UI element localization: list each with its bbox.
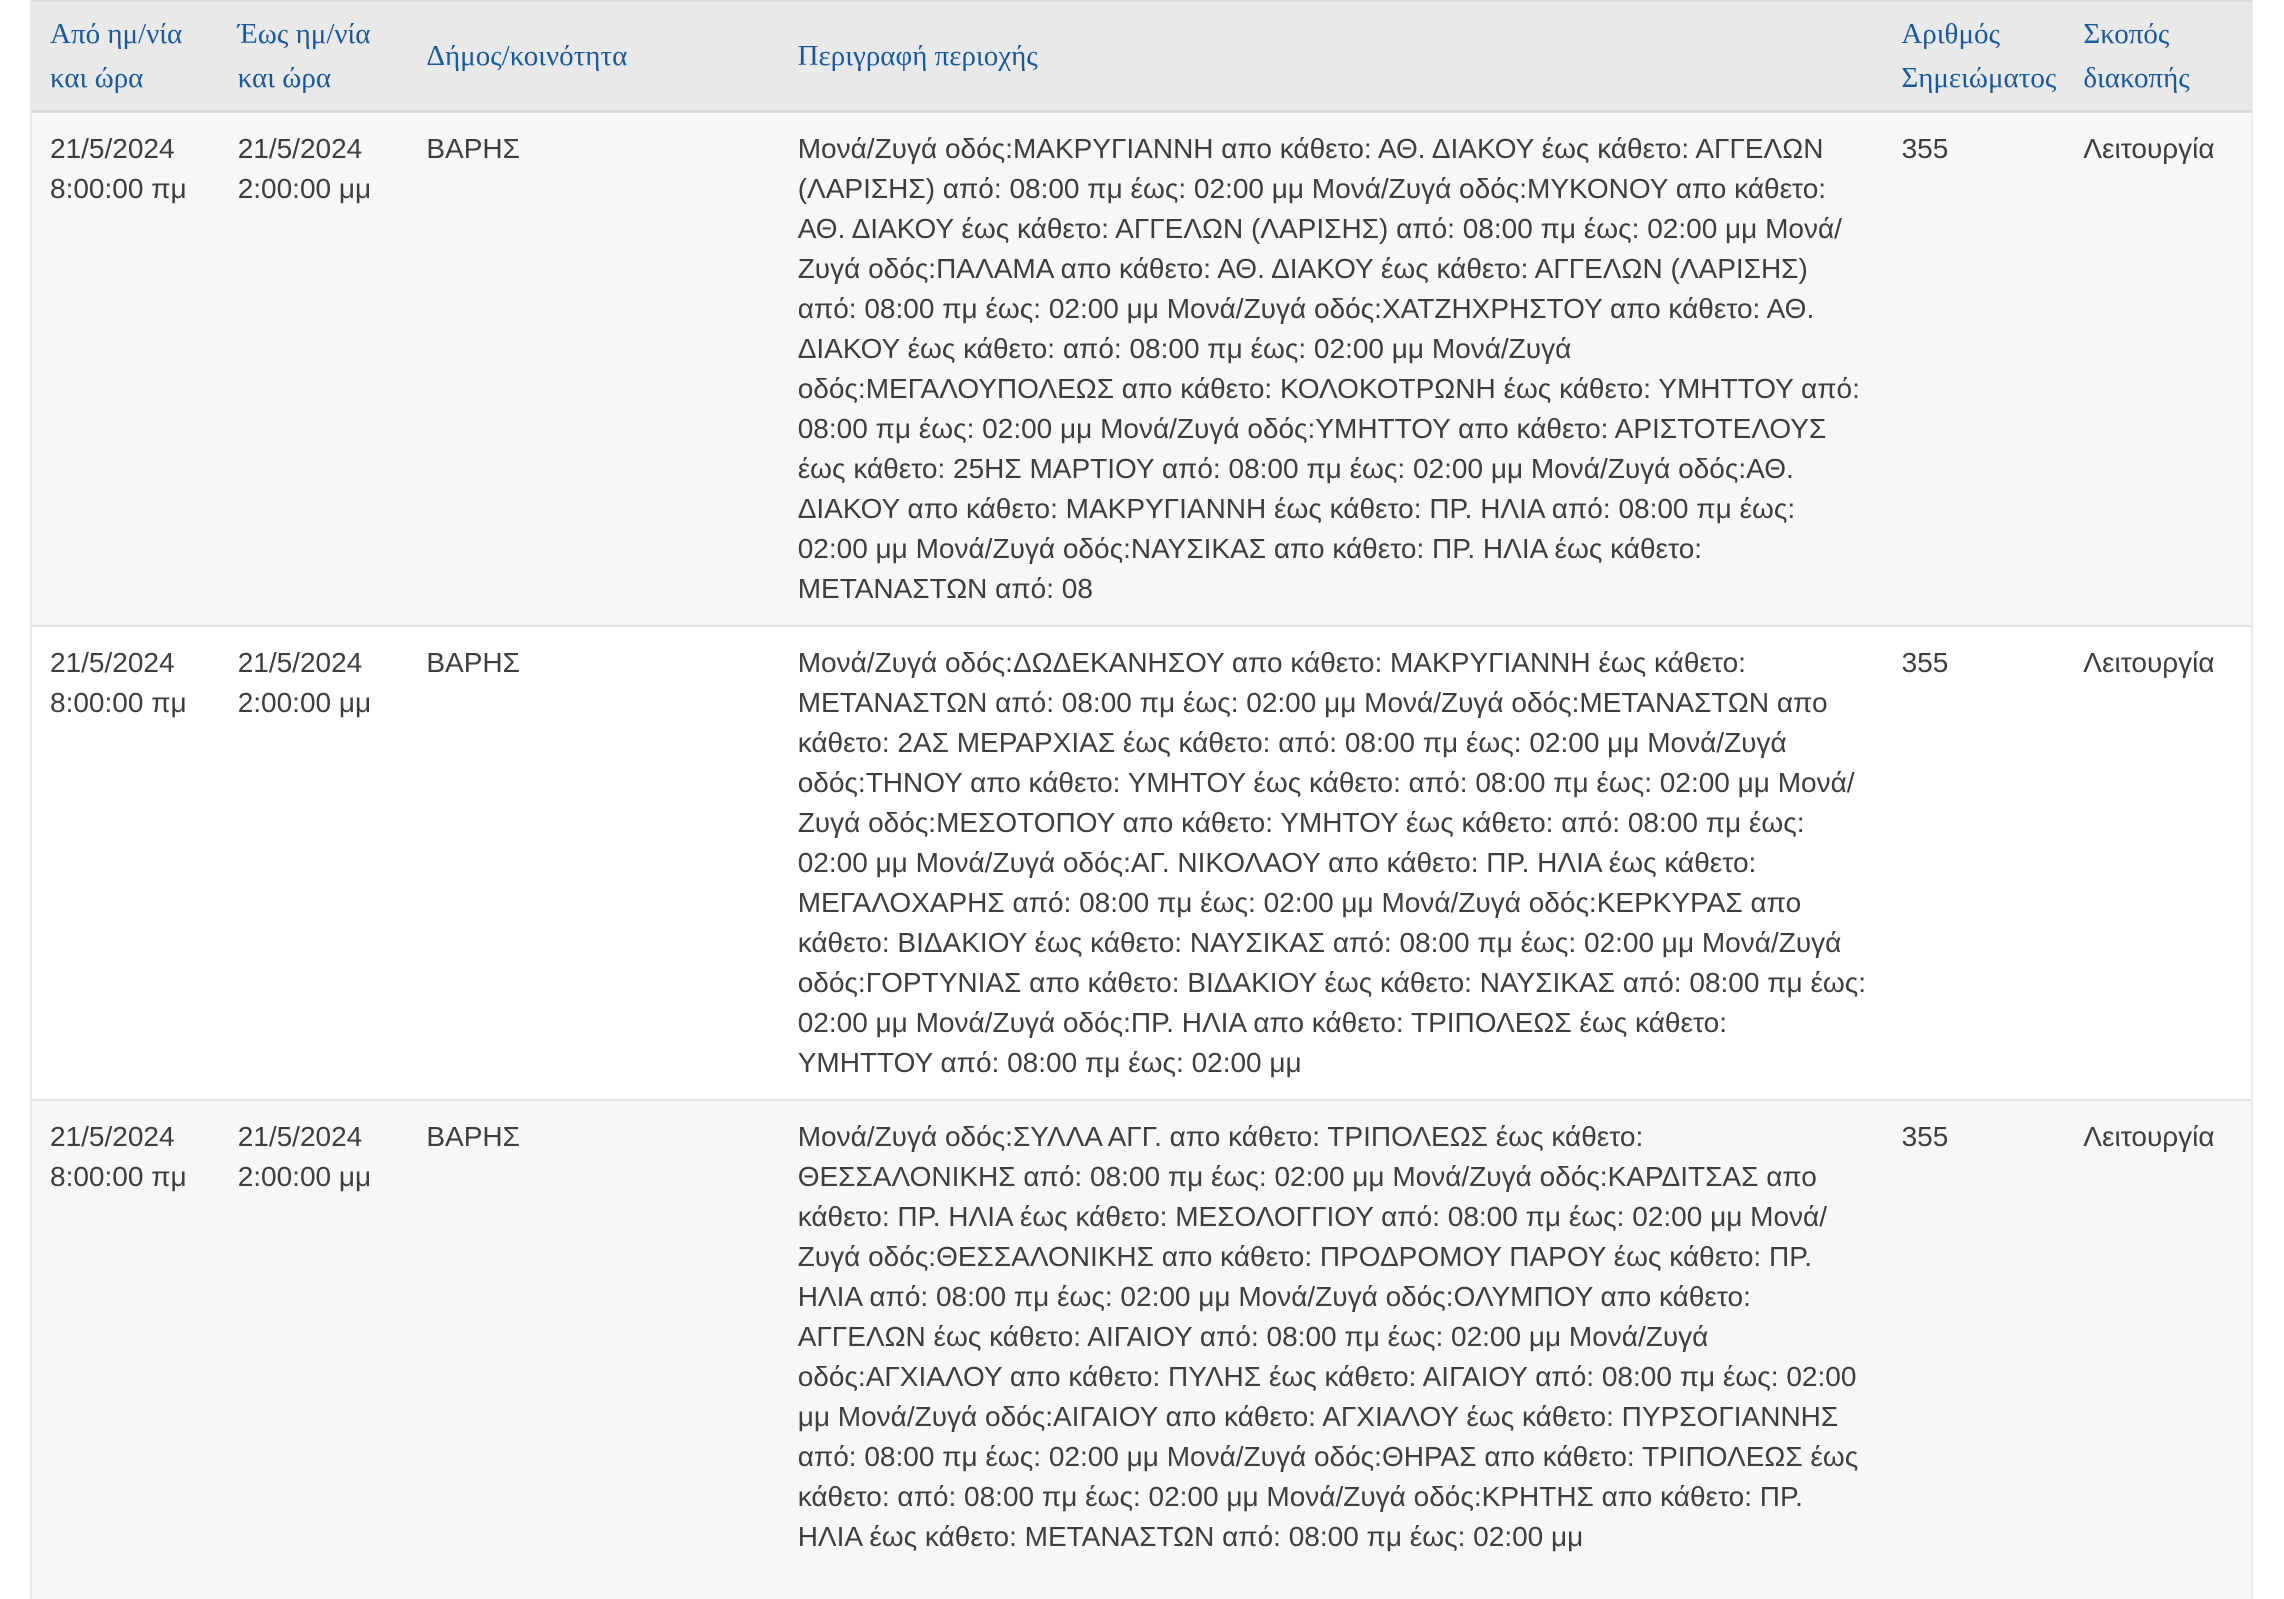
cell-from-datetime: 21/5/2024 8:00:00 πμ [50,133,187,204]
table-row [32,1099,2251,1599]
cell-purpose: Λειτουργία [2083,647,2215,678]
header-row [32,0,2251,113]
table-row [32,625,2251,1099]
column-header-note-number[interactable]: Αριθμός Σημειώματος [1901,18,2057,94]
cell-to-datetime: 21/5/2024 2:00:00 μμ [237,133,372,204]
cell-area-description: Μονά/Ζυγά οδός:ΜΑΚΡΥΓΙΑΝΝΗ απο κάθετο: ΑΘ. ΔΙΑΚΟΥ έως κάθετο: ΑΓΓΕΛΩΝ (ΛΑΡΙΣΗΣ) από: 08:00 πμ έως: 02:00 μμ Μονά/Ζυγά οδός:ΜΥΚΟΝΟΥ απο κάθετο: ΑΘ. ΔΙΑΚΟΥ έως κάθετο: ΑΓΓΕΛΩΝ (ΛΑΡΙΣΗΣ) από: 08:00 πμ έως: 02:00 μμ Μονά/Ζυγά οδός:ΠΑΛΑΜΑ απο κάθετο: ΑΘ. ΔΙΑΚΟΥ έως κάθετο: ΑΓΓΕΛΩΝ (ΛΑΡΙΣΗΣ) από: 08:00 πμ έως: 02:00 μμ Μονά/Ζυγά οδός:ΧΑΤΖΗΧΡΗΣΤΟΥ απο κάθετο: ΑΘ. ΔΙΑΚΟΥ έως κάθετο: από: 08:00 πμ έως: 02:00 μμ Μονά/Ζυγά οδός:ΜΕΓΑΛΟΥΠΟΛΕΩΣ απο κάθετο: ΚΟΛΟΚΟΤΡΩΝΗ έως κάθετο: ΥΜΗΤΤΟΥ από: 08:00 πμ έως: 02:00 μμ Μονά/Ζυγά οδός:ΥΜΗΤΤΟΥ απο κάθετο: ΑΡΙΣΤΟΤΕΛΟΥΣ έως κάθετο: 25ΗΣ ΜΑΡΤΙΟΥ από: 08:00 πμ έως: 02:00 μμ Μονά/Ζυγά οδός:ΑΘ. ΔΙΑΚΟΥ απο κάθετο: ΜΑΚΡΥΓΙΑΝΝΗ έως κάθετο: ΠΡ. ΗΛΙΑ από: 08:00 πμ έως: 02:00 μμ Μονά/Ζυγά οδός:ΝΑΥΣΙΚΑΣ απο κάθετο: ΠΡ. ΗΛΙΑ έως κάθετο: ΜΕΤΑΝΑΣΤΩΝ από: 08 [797,133,1860,604]
cell-note-number: 355 [1901,647,1949,678]
cell-municipality: ΒΑΡΗΣ [426,1121,520,1152]
column-header-purpose[interactable]: Σκοπός διακοπής [2083,18,2190,94]
cell-municipality: ΒΑΡΗΣ [426,647,520,678]
cell-from-datetime: 21/5/2024 8:00:00 πμ [50,1121,187,1192]
cell-area-description: Μονά/Ζυγά οδός:ΣΥΛΛΑ ΑΓΓ. απο κάθετο: ΤΡΙΠΟΛΕΩΣ έως κάθετο: ΘΕΣΣΑΛΟΝΙΚΗΣ από: 08:00 πμ έως: 02:00 μμ Μονά/Ζυγά οδός:ΚΑΡΔΙΤΣΑΣ απο κάθετο: ΠΡ. ΗΛΙΑ έως κάθετο: ΜΕΣΟΛΟΓΓΙΟΥ από: 08:00 πμ έως: 02:00 μμ Μονά/Ζυγά οδός:ΘΕΣΣΑΛΟΝΙΚΗΣ απο κάθετο: ΠΡΟΔΡΟΜΟΥ ΠΑΡΟΥ έως κάθετο: ΠΡ. ΗΛΙΑ από: 08:00 πμ έως: 02:00 μμ Μονά/Ζυγά οδός:ΟΛΥΜΠΟΥ απο κάθετο: ΑΓΓΕΛΩΝ έως κάθετο: ΑΙΓΑΙΟΥ από: 08:00 πμ έως: 02:00 μμ Μονά/Ζυγά οδός:ΑΓΧΙΑΛΟΥ απο κάθετο: ΠΥΛΗΣ έως κάθετο: ΑΙΓΑΙΟΥ από: 08:00 πμ έως: 02:00 μμ Μονά/Ζυγά οδός:ΑΙΓΑΙΟΥ απο κάθετο: ΑΓΧΙΑΛΟΥ έως κάθετο: ΠΥΡΣΟΓΙΑΝΝΗΣ από: 08:00 πμ έως: 02:00 μμ Μονά/Ζυγά οδός:ΘΗΡΑΣ απο κάθετο: ΤΡΙΠΟΛΕΩΣ έως κάθετο: από: 08:00 πμ έως: 02:00 μμ Μονά/Ζυγά οδός:ΚΡΗΤΗΣ απο κάθετο: ΠΡ. ΗΛΙΑ έως κάθετο: ΜΕΤΑΝΑΣΤΩΝ από: 08:00 πμ έως: 02:00 μμ [797,1121,1859,1552]
column-header-from[interactable]: Από ημ/νία και ώρα [50,18,183,94]
cell-to-datetime: 21/5/2024 2:00:00 μμ [237,1121,372,1192]
cell-note-number: 355 [1901,1121,1949,1152]
cell-purpose: Λειτουργία [2083,1121,2215,1152]
cell-note-number: 355 [1901,133,1949,164]
cell-municipality: ΒΑΡΗΣ [426,133,520,164]
outage-table [30,0,2253,1599]
cell-to-datetime: 21/5/2024 2:00:00 μμ [237,647,372,718]
column-header-municipality[interactable]: Δήμος/κοινότητα [426,40,628,72]
table-row [32,113,2251,625]
column-header-area-description[interactable]: Περιγραφή περιοχής [797,40,1038,72]
column-header-to[interactable]: Έως ημ/νία και ώρα [237,18,371,94]
cell-area-description: Μονά/Ζυγά οδός:ΔΩΔΕΚΑΝΗΣΟΥ απο κάθετο: ΜΑΚΡΥΓΙΑΝΝΗ έως κάθετο: ΜΕΤΑΝΑΣΤΩΝ από: 08:00 πμ έως: 02:00 μμ Μονά/Ζυγά οδός:ΜΕΤΑΝΑΣΤΩΝ απο κάθετο: 2ΑΣ ΜΕΡΑΡΧΙΑΣ έως κάθετο: από: 08:00 πμ έως: 02:00 μμ Μονά/Ζυγά οδός:ΤΗΝΟΥ απο κάθετο: ΥΜΗΤΟΥ έως κάθετο: από: 08:00 πμ έως: 02:00 μμ Μονά/Ζυγά οδός:ΜΕΣΟΤΟΠΟΥ απο κάθετο: ΥΜΗΤΟΥ έως κάθετο: από: 08:00 πμ έως: 02:00 μμ Μονά/Ζυγά οδός:ΑΓ. ΝΙΚΟΛΑΟΥ απο κάθετο: ΠΡ. ΗΛΙΑ έως κάθετο: ΜΕΓΑΛΟΧΑΡΗΣ από: 08:00 πμ έως: 02:00 μμ Μονά/Ζυγά οδός:ΚΕΡΚΥΡΑΣ απο κάθετο: ΒΙΔΑΚΙΟΥ έως κάθετο: ΝΑΥΣΙΚΑΣ από: 08:00 πμ έως: 02:00 μμ Μονά/Ζυγά οδός:ΓΟΡΤΥΝΙΑΣ απο κάθετο: ΒΙΔΑΚΙΟΥ έως κάθετο: ΝΑΥΣΙΚΑΣ από: 08:00 πμ έως: 02:00 μμ Μονά/Ζυγά οδός:ΠΡ. ΗΛΙΑ απο κάθετο: ΤΡΙΠΟΛΕΩΣ έως κάθετο: ΥΜΗΤΤΟΥ από: 08:00 πμ έως: 02:00 μμ [797,647,1867,1078]
cell-from-datetime: 21/5/2024 8:00:00 πμ [50,647,187,718]
cell-purpose: Λειτουργία [2083,133,2215,164]
